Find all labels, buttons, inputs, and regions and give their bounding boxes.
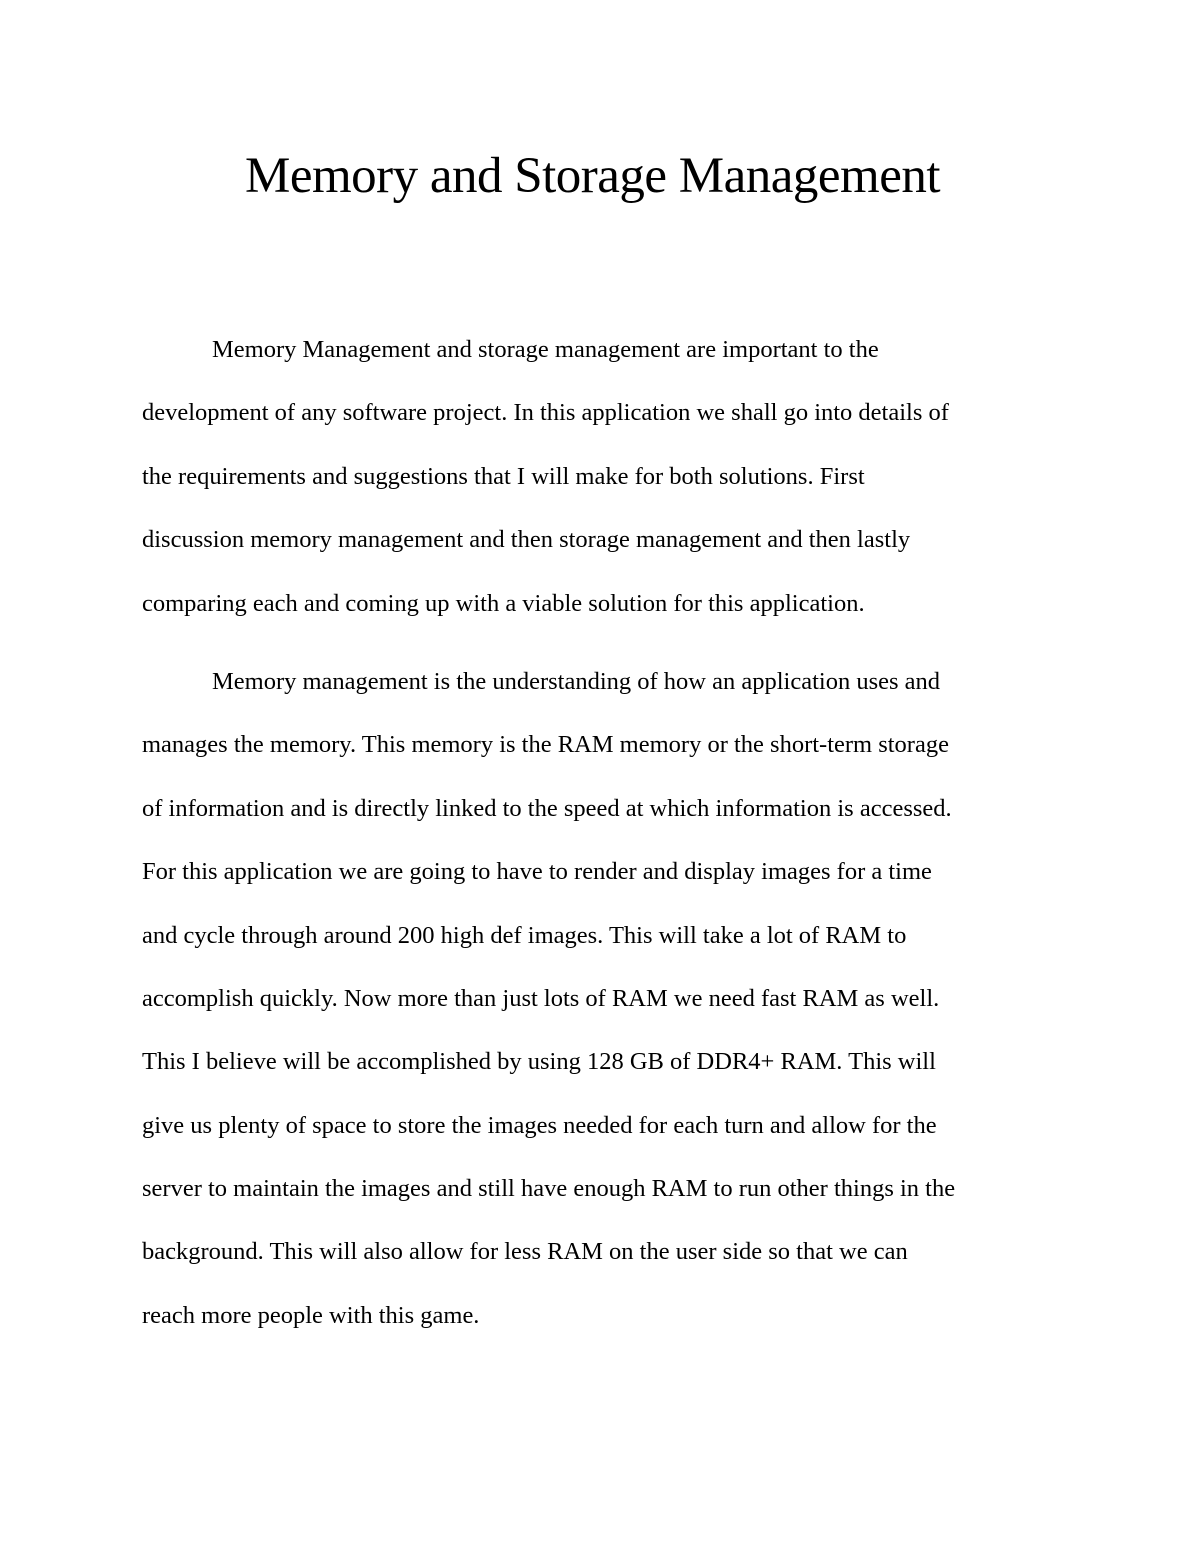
paragraph-line: reach more people with this game. <box>142 1301 480 1329</box>
paragraph-line: For this application we are going to have to render and display images for a time <box>142 858 932 886</box>
document-title: Memory and Storage Management <box>244 148 941 204</box>
paragraph-line: of information and is directly linked to the speed at which information is accessed. <box>142 794 952 822</box>
paragraph-line: comparing each and coming up with a viable solution for this application. <box>142 589 865 617</box>
document-body <box>142 318 1072 1347</box>
paragraph-line: discussion memory management and then storage management and then lastly <box>142 526 911 554</box>
paragraph-2 <box>142 650 1072 1347</box>
paragraph-spacer <box>142 635 1072 650</box>
paragraph-line: accomplish quickly. Now more than just lots of RAM we need fast RAM as well. <box>142 984 940 1012</box>
paragraph-line: manages the memory. This memory is the RAM memory or the short-term storage <box>142 731 949 759</box>
paragraph-1 <box>142 318 1072 635</box>
paragraph-line: and cycle through around 200 high def images. This will take a lot of RAM to <box>142 921 907 949</box>
paragraph-line: the requirements and suggestions that I will make for both solutions. First <box>142 462 865 490</box>
paragraph-line: Memory management is the understanding of how an application uses and <box>212 667 941 695</box>
paragraph-line: background. This will also allow for less RAM on the user side so that we can <box>142 1238 908 1266</box>
paragraph-line: give us plenty of space to store the images needed for each turn and allow for the <box>142 1111 937 1139</box>
paragraph-line: server to maintain the images and still have enough RAM to run other things in the <box>142 1175 956 1203</box>
paragraph-line: development of any software project. In this application we shall go into details of <box>142 399 949 427</box>
paragraph-line: This I believe will be accomplished by using 128 GB of DDR4+ RAM. This will <box>142 1048 936 1076</box>
paragraph-line: Memory Management and storage management are important to the <box>212 336 879 363</box>
